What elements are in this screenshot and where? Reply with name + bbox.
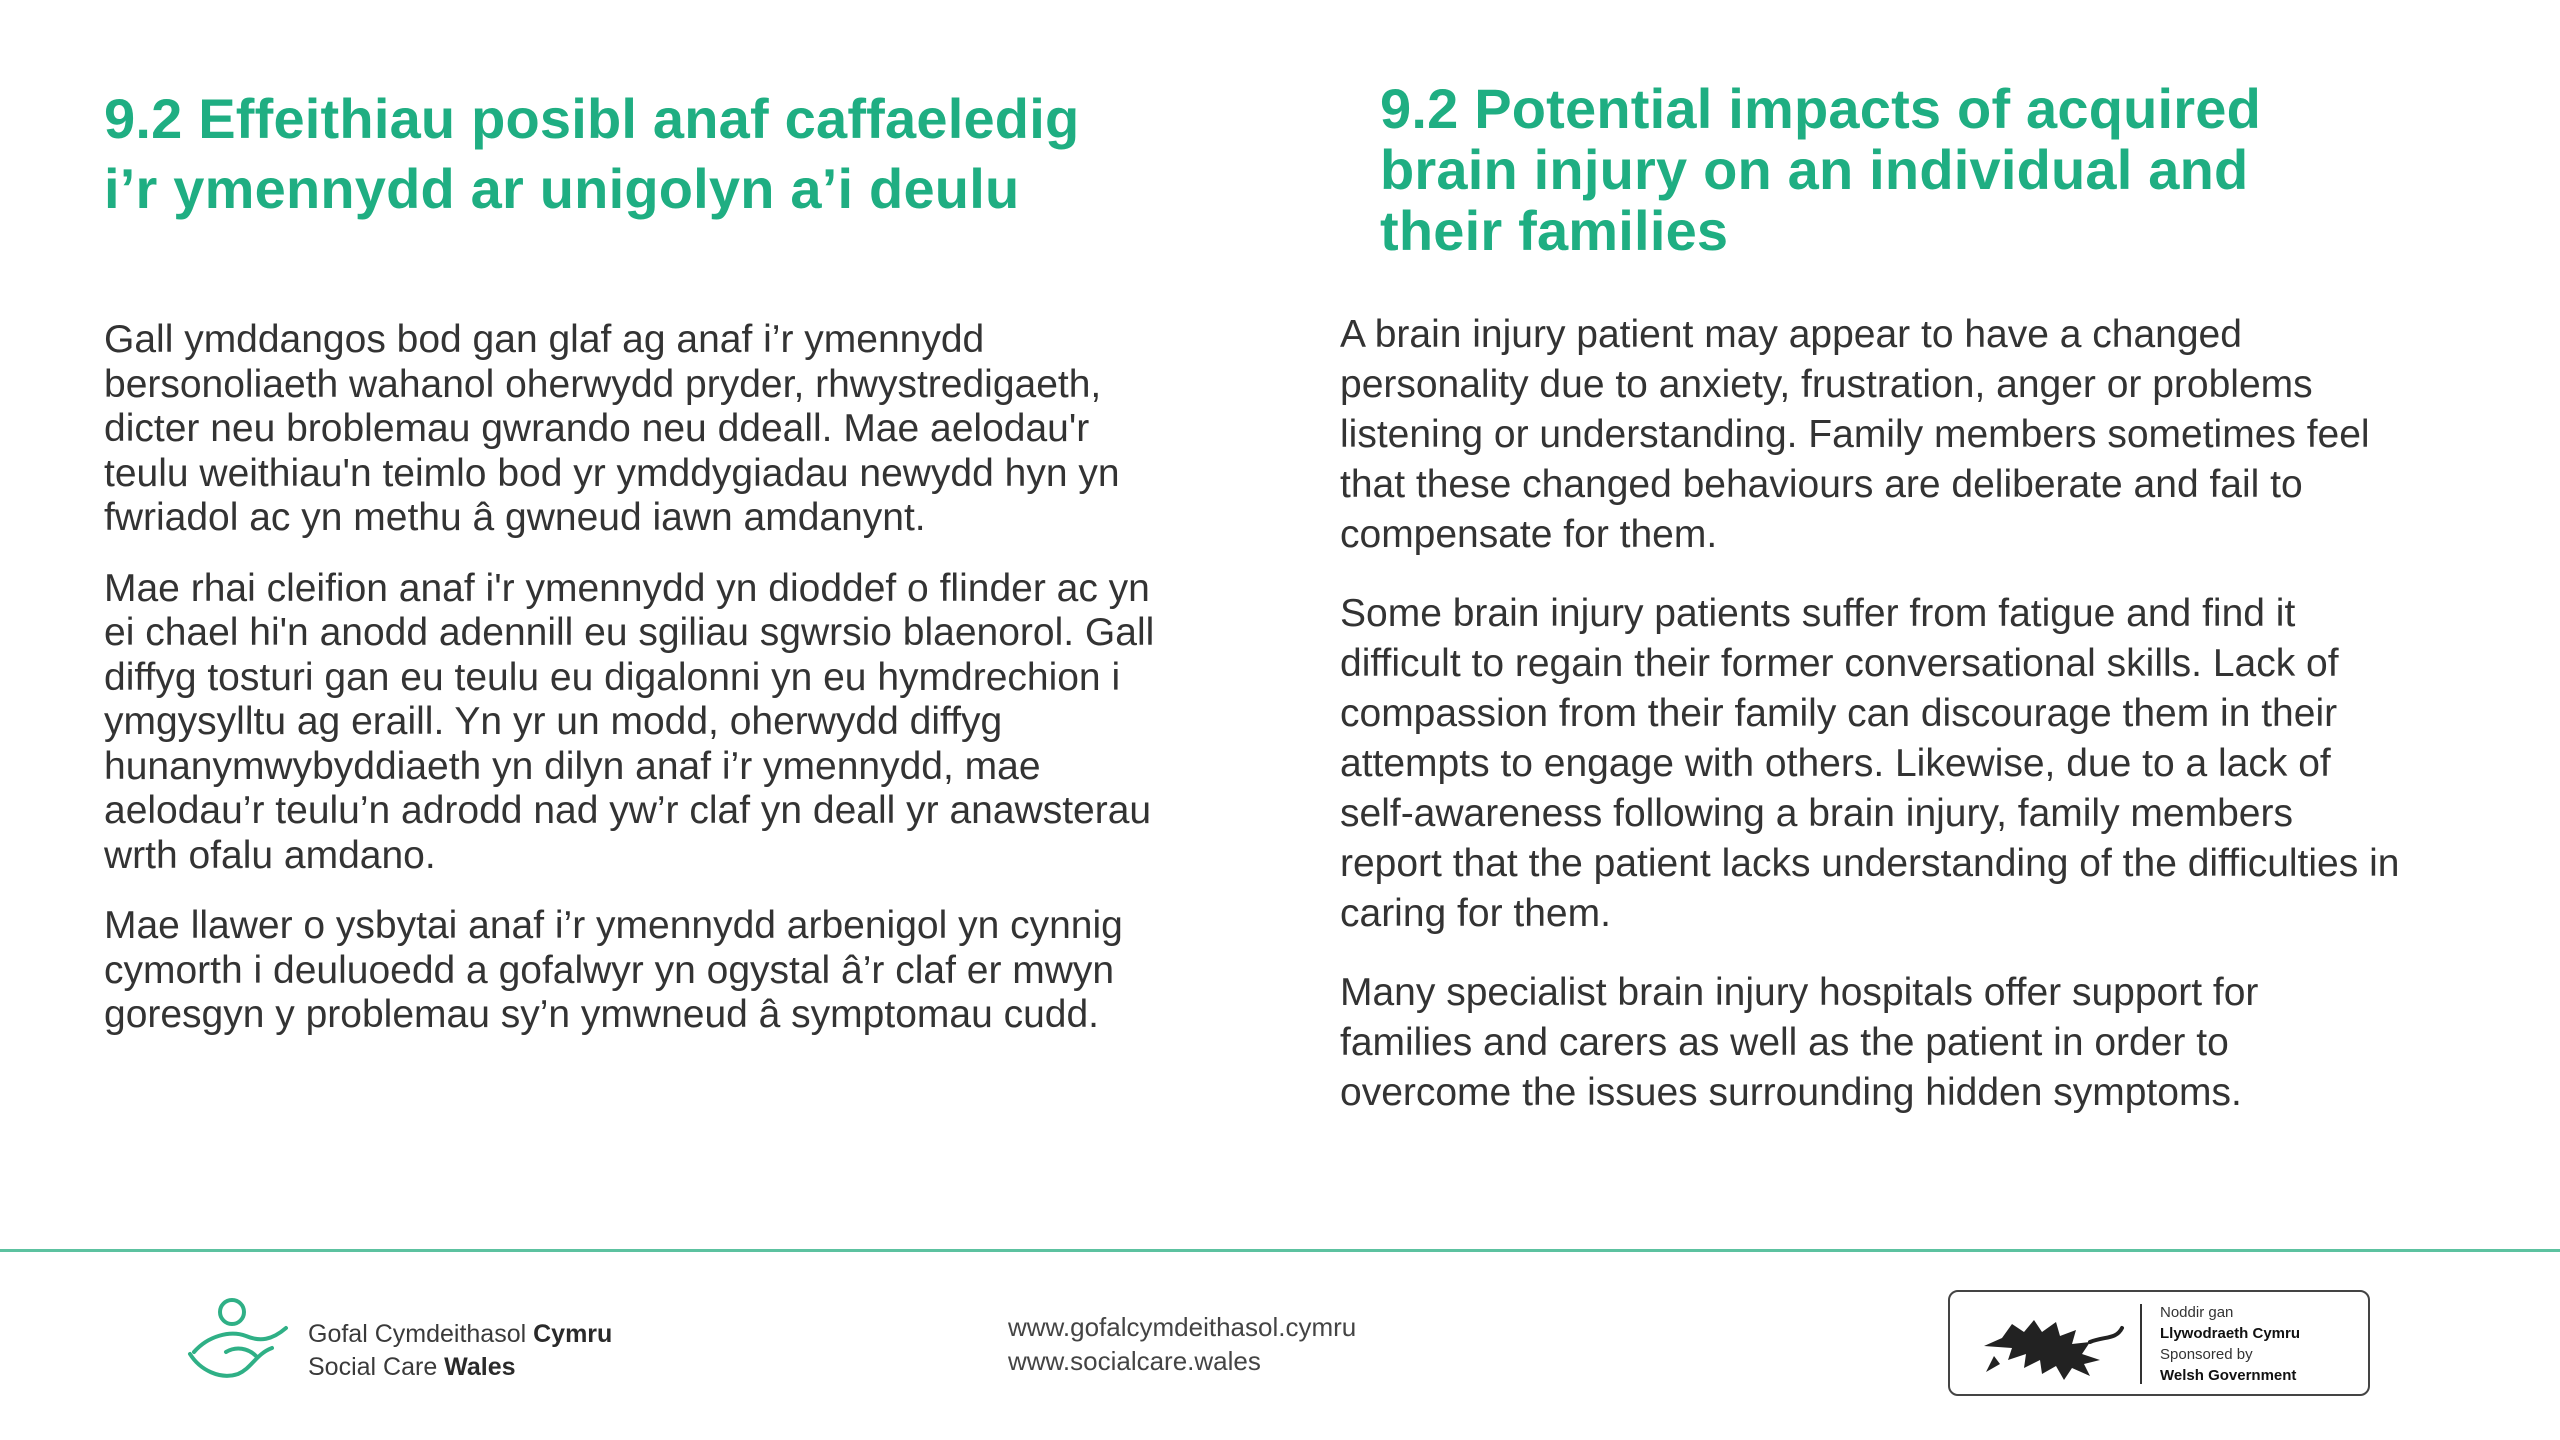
logo-line2-bold: Wales	[444, 1353, 516, 1381]
english-body	[1340, 310, 2400, 1147]
sponsor-line4: Welsh Government	[2160, 1367, 2297, 1384]
english-heading	[1380, 78, 2400, 261]
welsh-paragraph-1: Gall ymddangos bod gan glaf ag anaf i’r ymennydd bersonoliaeth wahanol oherwydd pryder, rhwystredigaeth, dicter neu broblemau gwrando neu ddeall. Mae aelodau'r teulu weithiau'n teimlo bod yr ymddygiadau newydd hyn yn fwriadol ac yn methu â gwneud iawn amdanynt.	[104, 318, 1120, 539]
welsh-heading-line1: 9.2 Effeithiau posibl anaf caffaeledig	[104, 87, 1080, 150]
sponsor-text	[2160, 1302, 2300, 1386]
sponsor-line1: Noddir gan	[2160, 1304, 2234, 1321]
social-care-wales-figure-icon	[186, 1296, 296, 1384]
english-paragraph-2: Some brain injury patients suffer from fatigue and find it difficult to regain their former conversational skills. Lack of compassion from their family can discourage them in their attempts to engage with others. Likewise, due to a lack of self-awareness following a brain injury, family members report that the patient lacks understanding of the difficulties in caring for them.	[1340, 592, 2400, 935]
welsh-dragon-icon	[1972, 1302, 2132, 1386]
english-heading-line2: brain injury on an individual and	[1380, 138, 2249, 201]
english-heading-line1: 9.2 Potential impacts of acquired	[1380, 77, 2262, 140]
welsh-paragraph-2: Mae rhai cleifion anaf i'r ymennydd yn dioddef o flinder ac yn ei chael hi'n anodd adennill eu sgiliau sgwrsio blaenorol. Gall diffyg tosturi gan eu teulu eu digalonni yn eu hymdrechion i ymgysylltu ag eraill. Yn yr un modd, oherwydd diffyg hunanymwybyddiaeth yn dilyn anaf i’r ymennydd, mae aelodau’r teulu’n adrodd nad yw’r claf yn deall yr anawsterau wrth ofalu amdano.	[104, 566, 1155, 877]
sponsor-line3: Sponsored by	[2160, 1346, 2253, 1363]
english-paragraph-1: A brain injury patient may appear to have a changed personality due to anxiety, frustration, anger or problems listening or understanding. Family members sometimes feel that these changed behaviours are deliberate and fail to compensate for them.	[1340, 313, 2370, 556]
logo-line1-regular: Gofal Cymdeithasol	[308, 1320, 534, 1348]
welsh-paragraph-3: Mae llawer o ysbytai anaf i’r ymennydd arbenigol yn cynnig cymorth i deuluoedd a gofalwyr yn ogystal â’r claf er mwyn goresgyn y problemau sy’n ymwneud â symptomau cudd.	[104, 904, 1123, 1036]
logo-line1-bold: Cymru	[533, 1320, 613, 1348]
logo-line2-regular: Social Care	[308, 1353, 445, 1381]
sponsor-divider	[2140, 1304, 2142, 1384]
welsh-heading-line2: i’r ymennydd ar unigolyn a’i deulu	[104, 157, 1020, 220]
welsh-body	[104, 318, 1184, 1064]
english-paragraph-3: Many specialist brain injury hospitals offer support for families and carers as well as the patient in order to overcome the issues surrounding hidden symptoms.	[1340, 971, 2259, 1114]
english-heading-line3: their families	[1380, 199, 1729, 262]
welsh-heading	[104, 84, 1184, 224]
url-english-link[interactable]: www.socialcare.wales	[1008, 1346, 1261, 1376]
welsh-government-sponsor-badge	[1948, 1290, 2370, 1396]
footer-urls	[1008, 1310, 1356, 1378]
sponsor-line2: Llywodraeth Cymru	[2160, 1325, 2301, 1342]
url-welsh-link[interactable]: www.gofalcymdeithasol.cymru	[1008, 1312, 1357, 1342]
logo-wordmark	[308, 1318, 612, 1384]
social-care-wales-logo	[186, 1296, 706, 1384]
footer-divider	[0, 1249, 2560, 1252]
